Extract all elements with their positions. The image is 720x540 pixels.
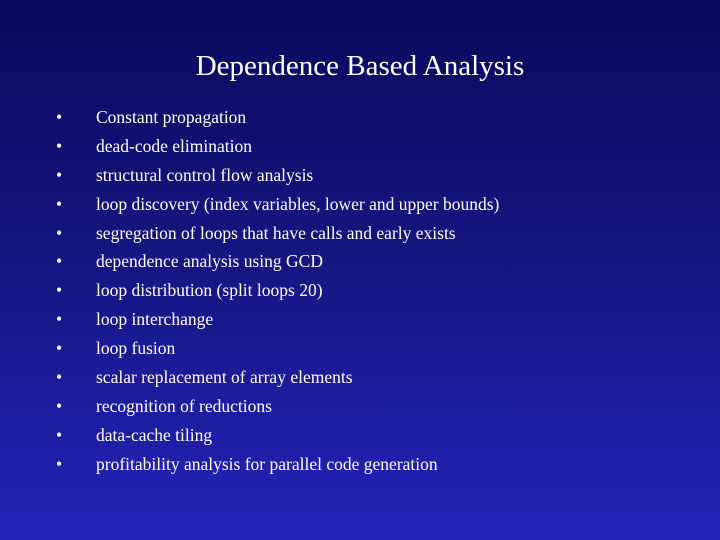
bullet-item bbox=[56, 132, 499, 161]
bullet-icon: • bbox=[56, 309, 63, 330]
bullet-text: segregation of loops that have calls and early exists bbox=[96, 222, 456, 243]
bullet-text: profitability analysis for parallel code generation bbox=[96, 453, 438, 474]
bullet-text: recognition of reductions bbox=[96, 395, 272, 416]
bullet-icon: • bbox=[56, 367, 63, 388]
bullet-icon: • bbox=[56, 164, 63, 185]
bullet-icon: • bbox=[56, 251, 63, 272]
bullet-item bbox=[56, 421, 499, 450]
bullet-icon: • bbox=[56, 193, 63, 214]
bullet-item bbox=[56, 161, 499, 190]
bullet-item bbox=[56, 247, 499, 276]
bullet-item bbox=[56, 363, 499, 392]
bullet-item bbox=[56, 219, 499, 248]
bullet-icon: • bbox=[56, 453, 63, 474]
bullet-text: loop interchange bbox=[96, 309, 214, 330]
bullet-icon: • bbox=[56, 395, 63, 416]
bullet-item bbox=[56, 450, 499, 479]
bullet-text: scalar replacement of array elements bbox=[96, 367, 353, 388]
bullet-text: loop discovery (index variables, lower and upper bounds) bbox=[96, 193, 500, 214]
bullet-text: dependence analysis using GCD bbox=[96, 251, 323, 272]
bullet-item bbox=[56, 276, 499, 305]
bullet-text: Constant propagation bbox=[96, 107, 247, 127]
slide-title: Dependence Based Analysis bbox=[195, 50, 525, 82]
bullet-list bbox=[56, 103, 499, 479]
bullet-icon: • bbox=[56, 135, 63, 156]
bullet-item bbox=[56, 190, 499, 219]
bullet-icon: • bbox=[56, 222, 63, 243]
bullet-text: dead-code elimination bbox=[96, 135, 252, 156]
bullet-icon: • bbox=[56, 280, 63, 301]
bullet-text: data-cache tiling bbox=[96, 424, 213, 445]
bullet-text: structural control flow analysis bbox=[96, 164, 314, 185]
bullet-icon: • bbox=[56, 107, 63, 127]
bullet-icon: • bbox=[56, 424, 63, 445]
bullet-item bbox=[56, 103, 499, 132]
bullet-icon: • bbox=[56, 338, 63, 359]
bullet-text: loop distribution (split loops 20) bbox=[96, 280, 323, 301]
bullet-text: loop fusion bbox=[96, 338, 176, 359]
bullet-item bbox=[56, 305, 499, 334]
bullet-item bbox=[56, 334, 499, 363]
bullet-item bbox=[56, 392, 499, 421]
